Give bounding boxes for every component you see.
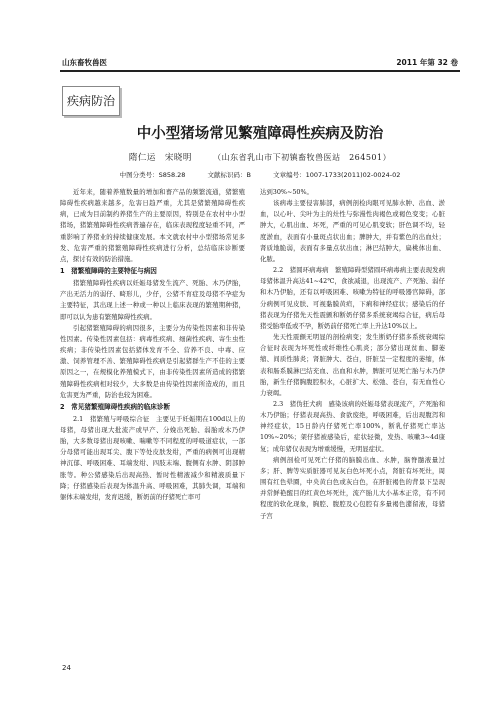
affiliation: （山东省乳山市下初镇畜牧兽医站 264501）	[213, 153, 392, 162]
paragraph: 该病毒主要侵害肺部，病例剖检肉眼可见肺水肿、出血、淤血，以心叶、尖叶为主的灶性与弥漫性肉褐色或褐色变变；心脏肿大，心肌出血、坏死，严重的可见心肌变软；肝色调不均，轻度淤血，表面有小量斑点状出血；脾肿大，并有紫色的出血灶；肾质地脆弱，表面有多量点状出血；淋巴结肿大，扁桃体出血、化脓。	[260, 199, 445, 263]
left-column	[60, 187, 245, 503]
paragraph: 2.2 猪圆环病毒病 繁殖障碍型猪圆环病毒病主要表现发病母猪体温升高达41~42℃，食欲减退，出现流产、产死胎、弱仔和木乃伊胎，还有以呼吸困难、咳嗽为特征的呼吸器官障碍，部分病例可见皮肤、可视黏膜黄疸，下痢和神经症状；感染后的仔猪表现为仔猪先天性震颤和断奶仔猪多系统衰竭综合征，病后母猪受胎率低或不孕，断奶前仔猪死亡率上升达10%以上。	[260, 266, 445, 330]
authors: 隋仁运 宋晓明	[128, 153, 192, 163]
author-line	[60, 151, 460, 163]
paragraph: 达到30%~50%。	[260, 188, 313, 196]
section-heading-2: 2 常见猪繁殖障碍性疾病的临床诊断	[60, 402, 171, 411]
paragraph: 2.3 猪伪狂犬病 感染该病的妊娠母猪表现流产，产死胎和木乃伊胎；仔猪表现高热、食欲废绝，呼吸困难，后出现腹泻和神经症状，15日龄内仔猪死亡率100%，断乳仔猪死亡率达10%~20%；架仔猪被感染后，症状轻微，发热、咳嗽3~4d康复；成年猪仅表现为增重缓慢，无明显症状。	[260, 399, 445, 453]
article-title: 中小型猪场常见繁殖障碍性疾病及防治	[136, 126, 384, 142]
clc-number: 中图分类号：S858.28	[119, 171, 186, 179]
intro-paragraph: 近年来，随着养殖数量的增加和畜产品的频繁流通，猪繁殖障碍性疾病越来越多，危害日趋严重，尤其是猪繁殖障碍性疾病，已成为目前制约养猪生产的主要原因，特别是在农村中小型猪场，猪繁殖障碍性疾病普遍存在，临床表现程度轻重不同，严重影响了养猪业的持续健康发展。本文就农村中小型猪场常见多发、危害严重的猪繁殖障碍性疾病进行分析，总结临床诊断要点，探讨有效的防治措施。	[60, 188, 245, 263]
paragraph: 猪繁殖障碍性疾病以妊娠母猪发生流产、死胎、木乃伊胎，产出无活力的弱仔、畸形儿，少仔，公猪不育症及母猪不孕症为主要特征，其出现上述一种或一种以上临床表现的繁殖期种猪，即可以认为患有繁殖障碍性疾病。	[60, 279, 245, 321]
column-label: 疾病防治	[62, 86, 120, 116]
right-column	[260, 187, 445, 522]
paragraph: 引起猪繁殖障碍的病因很多，主要分为传染性因素和非传染性因素。传染性因素包括：病毒性疾病、细菌性疾病、寄生虫性疾病；非传染性因素包括猪体发育不全、营养不良、中毒、应激、饲养管理不善、繁殖障碍性疾病是引起猪群生产不佳的主要原因之一，在规模化养殖模式下，由非传染性因素所造成的猪繁殖障碍性疾病相对较少，大多数是由传染性因素所造成的，而且危害更为严重，防治也较为困难。	[60, 323, 245, 399]
paragraph: 2.1 猪繁殖与呼吸综合征 主要见于妊娠期在100d以上的母猪，母猪出现大批流产或早产、分娩出死胎、弱胎或木乃伊胎，大多数母猪出现咳嗽、喘嗽等不同程度的呼吸道症状，一部分母猪可能出现耳尖、腹下等处皮肤发绀，严重的病例可出现精神沉郁、呼吸困难、耳端发绀、四肢末端、腹侧有水肿、阴部肿胀等。种公猪感染后出现高热、暂时性精液减少和精液质量下降；仔猪感染后表现为体温升高、呼吸困难，其肺失调，耳端和躯体末端发绀，发育迟缓，断奶前的仔猪死亡率可	[60, 414, 245, 501]
document-code: 文献标识码：B	[207, 171, 251, 179]
article-number: 文章编号：1007-1733(2011)02-0024-02	[273, 171, 401, 179]
running-header	[60, 52, 460, 72]
issue-info: 2011 年第 32 卷	[396, 58, 458, 67]
section-heading-1: 1 猪繁殖障碍的主要特征与病因	[60, 267, 157, 276]
paragraph: 病例剖检可见死亡仔猪的脑膜出血、水肿，脑脊髓液量过多；肝、脾等实质脏器可见灰白色坏死小点，肾脏有坏死灶，周围有红色晕圈，中央黄白色或灰白色，在肝脏褐色的背景下呈现并常鲜艳醒目的红黄色坏死灶，流产胎儿大小基本正常，有不同程度的软化现象，胸腔、腹腔及心包腔有多量褐色潴留液，母猪子宫	[260, 455, 445, 520]
article-meta	[60, 170, 460, 179]
page-number: 24	[62, 664, 71, 672]
journal-name: 山东畜牧兽医	[62, 58, 107, 67]
paragraph: 先天性震颤无明显的剖检病变；发生断奶仔猪多系统衰竭综合征时表现为坏死性或纤维性心肌炎；部分猪出现贫血、脚萎缩、间质性肺炎；肾脏肿大、苍白，肝脏呈一定程度的萎缩，体表和肠系膜淋巴结充血、出血和水肿，脾脏可见死亡胎与木乃伊胎，新生仔猪胸腹腔积水，心脏扩大、松弛、苍白，有无血性心力衰竭。	[260, 333, 445, 397]
